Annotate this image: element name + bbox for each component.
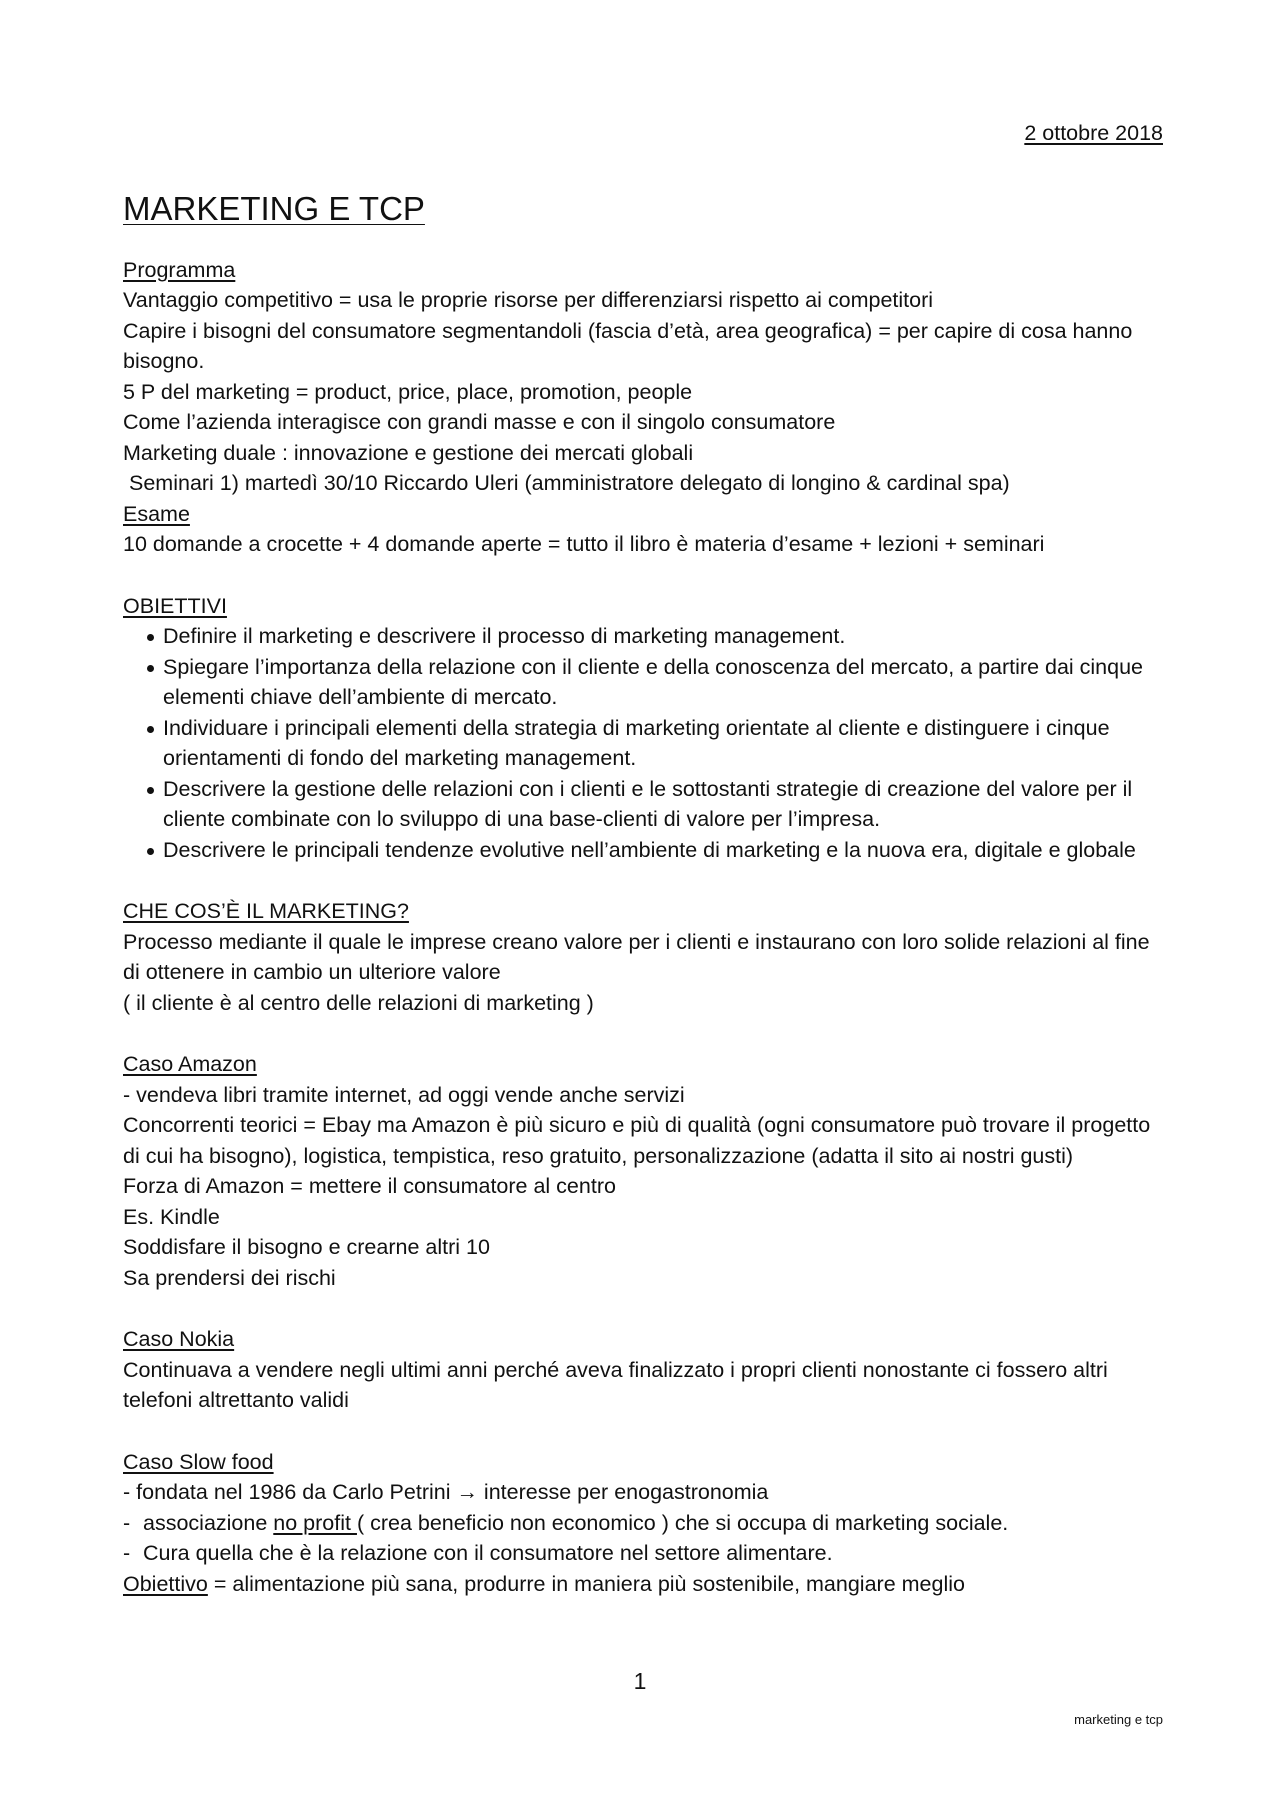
amazon-line: Sa prendersi dei rischi (123, 1265, 336, 1290)
slow-food-obiettivo-line (123, 1569, 1163, 1600)
list-item: Spiegare l’importanza della relazione con il cliente e della conoscenza del mercato, a partire dai cinque elementi chiave dell’ambiente di mercato. (123, 652, 1163, 713)
spacer (123, 865, 1163, 896)
obiettivo-label: Obiettivo (123, 1571, 208, 1596)
document-title: MARKETING E TCP (123, 189, 425, 227)
amazon-line: - vendeva libri tramite internet, ad oggi vende anche servizi (123, 1082, 685, 1107)
programma-line: Capire i bisogni del consumatore segmentandoli (fascia d’età, area geografica) = per capire di cosa hanno bisogno. (123, 318, 1133, 373)
document-date: 2 ottobre 2018 (1024, 121, 1163, 145)
slow-food-text: ( crea beneficio non economico ) che si occupa di marketing sociale. (356, 1510, 1009, 1535)
obiettivo-text: = alimentazione più sana, produrre in maniera più sostenibile, mangiare meglio (207, 1571, 965, 1596)
page-number: 1 (633, 1668, 647, 1694)
section-heading-slow-food: Caso Slow food (123, 1449, 274, 1474)
programma-line: Vantaggio competitivo = usa le proprie risorse per differenziarsi rispetto ai competitori (123, 288, 934, 312)
programma-line: Marketing duale : innovazione e gestione dei mercati globali (123, 440, 694, 465)
list-item: Descrivere le principali tendenze evolutive nell’ambiente di marketing e la nuova era, digitale e globale (123, 835, 1163, 866)
section-heading-amazon: Caso Amazon (123, 1052, 257, 1076)
amazon-line: Es. Kindle (123, 1204, 220, 1229)
spacer (123, 560, 1163, 591)
amazon-line: Soddisfare il bisogno e crearne altri 10 (123, 1235, 490, 1259)
page-content (123, 118, 1163, 1599)
list-item: Individuare i principali elementi della strategia di marketing orientate al cliente e distinguere i cinque orientamenti di fondo del marketing management. (123, 713, 1163, 774)
spacer (123, 1018, 1163, 1049)
spacer (123, 1416, 1163, 1447)
list-item: Descrivere la gestione delle relazioni con i clienti e le sottostanti strategie di creazione del valore per il cliente combinate con lo sviluppo di una base-clienti di valore per l’impresa. (123, 774, 1163, 835)
section-heading-esame: Esame (123, 501, 190, 526)
che-cose-line: Processo mediante il quale le imprese creano valore per i clienti e instaurano con loro solide relazioni al fine di ottenere in cambio un ulteriore valore (123, 929, 1150, 984)
slow-food-line (123, 1508, 1163, 1539)
section-heading-obiettivi: OBIETTIVI (123, 593, 227, 618)
no-profit-term: no profit (273, 1510, 357, 1535)
slow-food-line: - fondata nel 1986 da Carlo Petrini → interesse per enogastronomia (123, 1480, 769, 1504)
spacer (123, 1293, 1163, 1324)
programma-line: 5 P del marketing = product, price, place, promotion, people (123, 379, 693, 404)
nokia-line: Continuava a vendere negli ultimi anni perché aveva finalizzato i propri clienti nonostante ci fossero altri telefoni altrettanto validi (123, 1357, 1108, 1412)
programma-line: Seminari 1) martedì 30/10 Riccardo Uleri (amministratore delegato di longino & cardinal spa) (129, 471, 1010, 495)
dash-marker: - (123, 1541, 131, 1565)
amazon-line: Concorrenti teorici = Ebay ma Amazon è più sicuro e più di qualità (ogni consumatore può trovare il progetto di cui ha bisogno), logistica, tempistica, reso gratuito, personalizzazione (adatta il sito ai nostri gusti) (123, 1113, 1151, 1168)
obiettivi-list (123, 621, 1163, 865)
esame-line: 10 domande a crocette + 4 domande aperte = tutto il libro è materia d’esame + lezioni + seminari (123, 532, 1045, 556)
amazon-line: Forza di Amazon = mettere il consumatore al centro (123, 1174, 616, 1198)
footer-label: marketing e tcp (1074, 1712, 1163, 1727)
programma-line: Come l’azienda interagisce con grandi masse e con il singolo consumatore (123, 410, 836, 434)
section-heading-nokia: Caso Nokia (123, 1327, 235, 1351)
list-item: Definire il marketing e descrivere il processo di marketing management. (123, 621, 1163, 652)
slow-food-line (123, 1538, 1163, 1569)
slow-food-text: associazione (143, 1510, 274, 1535)
slow-food-text: Cura quella che è la relazione con il consumatore nel settore alimentare. (143, 1541, 833, 1565)
dash-marker: - (123, 1510, 131, 1535)
che-cose-line: ( il cliente è al centro delle relazioni di marketing ) (123, 990, 594, 1015)
section-heading-che-cose: CHE COS’È IL MARKETING? (123, 899, 409, 923)
section-heading-programma: Programma (123, 257, 236, 282)
